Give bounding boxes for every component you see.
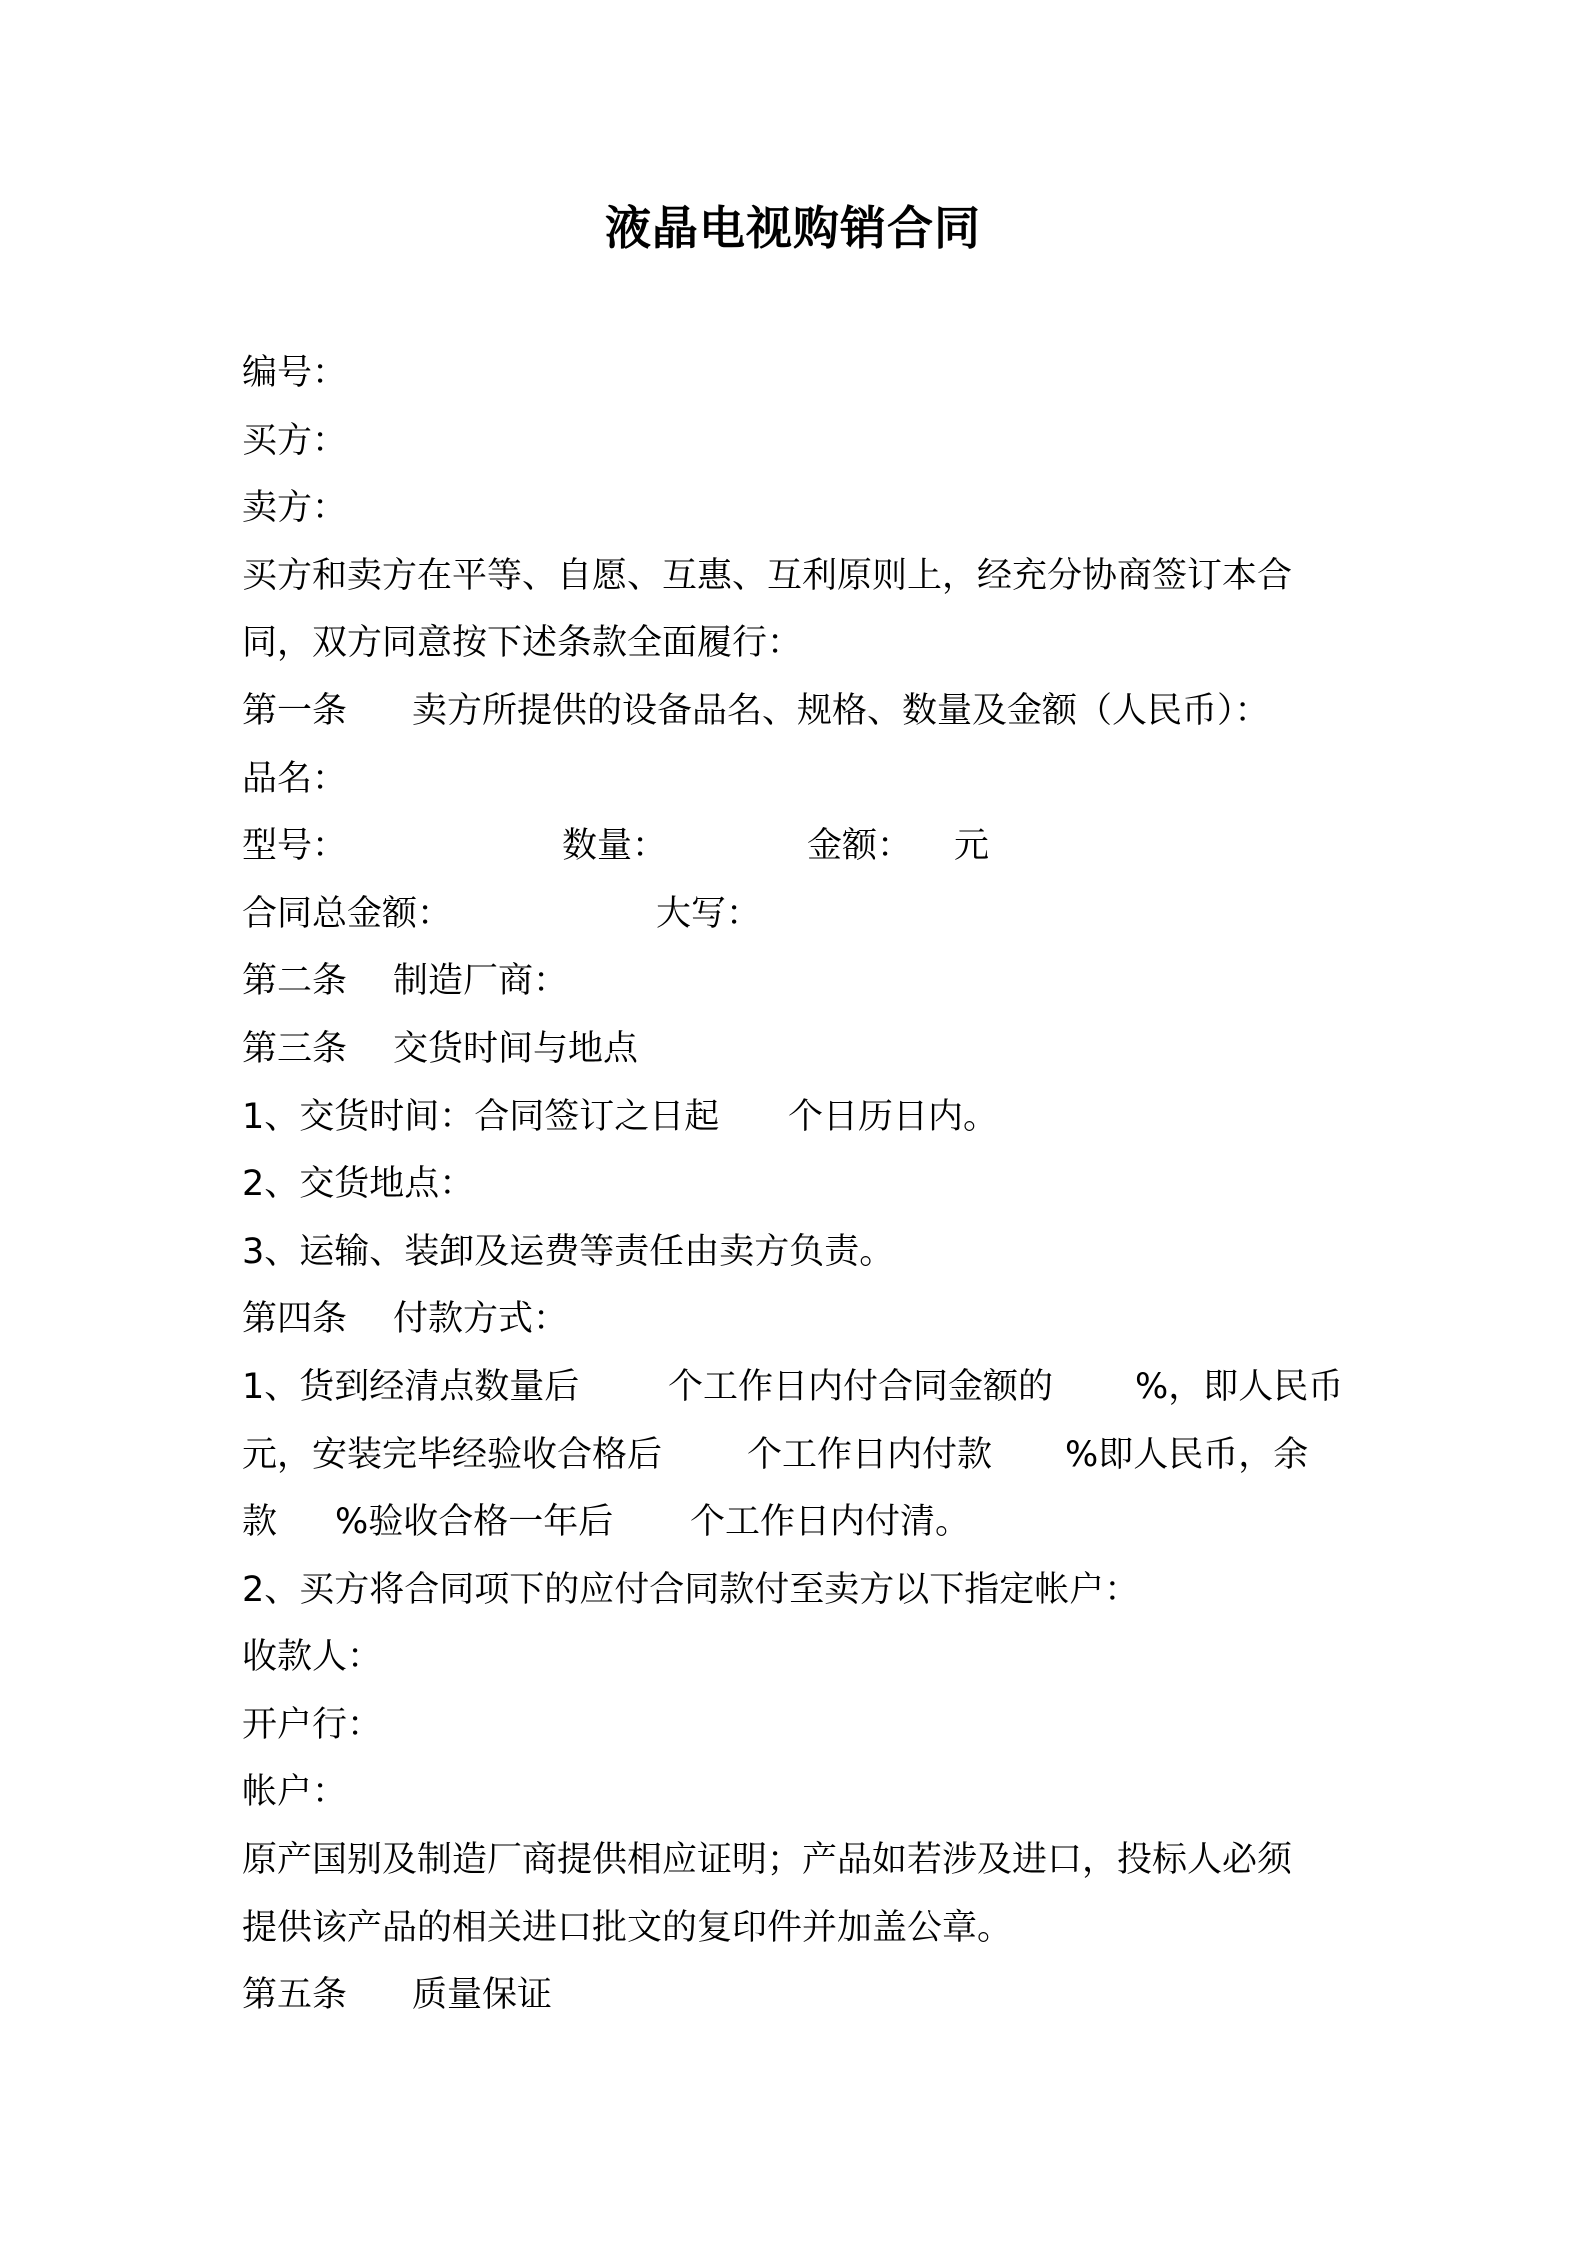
payment-terms-line-1 (242, 1354, 1362, 1422)
payment-text: 1、货到经清点数量后 (242, 1366, 580, 1407)
account-label: 帐户： (242, 1772, 348, 1813)
model-quantity-amount-line (242, 813, 1362, 881)
origin-proof-text: 原产国别及制造厂商提供相应证明；产品如若涉及进口，投标人必须 (242, 1840, 1293, 1881)
article-1-title: 卖方所提供的设备品名、规格、数量及金额（人民币）： (412, 690, 1270, 731)
buyer-line (242, 408, 1362, 476)
article-3-title: 交货时间与地点 (393, 1028, 639, 1069)
bank-label: 开户行： (242, 1704, 383, 1745)
account-instruction-line (242, 1557, 1362, 1625)
payment-text: 款 (242, 1502, 278, 1543)
buyer-label: 买方： (242, 420, 348, 461)
capital-amount-label: 大写： (656, 893, 762, 934)
total-amount-label: 合同总金额： (242, 893, 453, 934)
origin-proof-line-1 (242, 1827, 1362, 1895)
payment-text: 个工作日内付清。 (690, 1502, 971, 1543)
total-amount-line (242, 881, 1362, 949)
article-2-number: 第二条 (242, 961, 348, 1002)
product-name-label: 品名： (242, 758, 348, 799)
delivery-time-text: 1、交货时间：合同签订之日起 (242, 1096, 720, 1137)
document-title: 液晶电视购销合同 (605, 201, 981, 255)
product-name-line (242, 746, 1362, 814)
payee-label: 收款人： (242, 1637, 383, 1678)
account-line (242, 1759, 1362, 1827)
article-4-number: 第四条 (242, 1299, 348, 1340)
article-4-title: 付款方式： (393, 1299, 569, 1340)
preamble-line-1 (242, 543, 1362, 611)
article-2-heading (242, 948, 1362, 1016)
payment-text: 个工作日内付合同金额的 (668, 1366, 1054, 1407)
article-3-heading (242, 1016, 1362, 1084)
payment-text: %，即人民币 (1135, 1366, 1344, 1407)
delivery-time-line (242, 1084, 1362, 1152)
article-5-title: 质量保证 (412, 1975, 553, 2016)
article-5-number: 第五条 (242, 1975, 348, 2016)
seller-label: 卖方： (242, 488, 348, 529)
delivery-place-label: 2、交货地点： (242, 1164, 475, 1205)
model-label: 型号： (242, 826, 348, 867)
contract-number-line (242, 340, 1362, 408)
preamble-text: 买方和卖方在平等、自愿、互惠、互利原则上，经充分协商签订本合 (242, 555, 1293, 596)
amount-unit: 元 (954, 826, 990, 867)
seller-line (242, 475, 1362, 543)
bank-line (242, 1692, 1362, 1760)
payee-line (242, 1624, 1362, 1692)
payment-terms-line-2 (242, 1422, 1362, 1490)
article-1-heading (242, 678, 1362, 746)
quantity-label: 数量： (562, 826, 668, 867)
payment-text: %验收合格一年后 (335, 1502, 614, 1543)
article-2-title: 制造厂商： (393, 961, 569, 1002)
payment-text: 元，安装完毕经验收合格后 (242, 1434, 663, 1475)
payment-terms-line-3 (242, 1489, 1362, 1557)
payment-text: 个工作日内付款 (747, 1434, 993, 1475)
delivery-place-line (242, 1151, 1362, 1219)
article-5-heading (242, 1962, 1362, 2030)
article-1-number: 第一条 (242, 690, 348, 731)
origin-proof-line-2 (242, 1895, 1362, 1963)
delivery-time-text-end: 个日历日内。 (788, 1096, 999, 1137)
article-3-number: 第三条 (242, 1028, 348, 1069)
account-instruction-text: 2、买方将合同项下的应付合同款付至卖方以下指定帐户： (242, 1569, 1140, 1610)
document-body (242, 340, 1362, 2030)
origin-proof-text: 提供该产品的相关进口批文的复印件并加盖公章。 (242, 1907, 1013, 1948)
amount-label: 金额： (807, 826, 913, 867)
preamble-text: 同，双方同意按下述条款全面履行： (242, 623, 803, 664)
payment-text: %即人民币，余 (1065, 1434, 1309, 1475)
preamble-line-2 (242, 610, 1362, 678)
article-4-heading (242, 1286, 1362, 1354)
transport-text: 3、运输、装卸及运费等责任由卖方负责。 (242, 1231, 895, 1272)
transport-line (242, 1219, 1362, 1287)
contract-number-label: 编号： (242, 353, 348, 393)
